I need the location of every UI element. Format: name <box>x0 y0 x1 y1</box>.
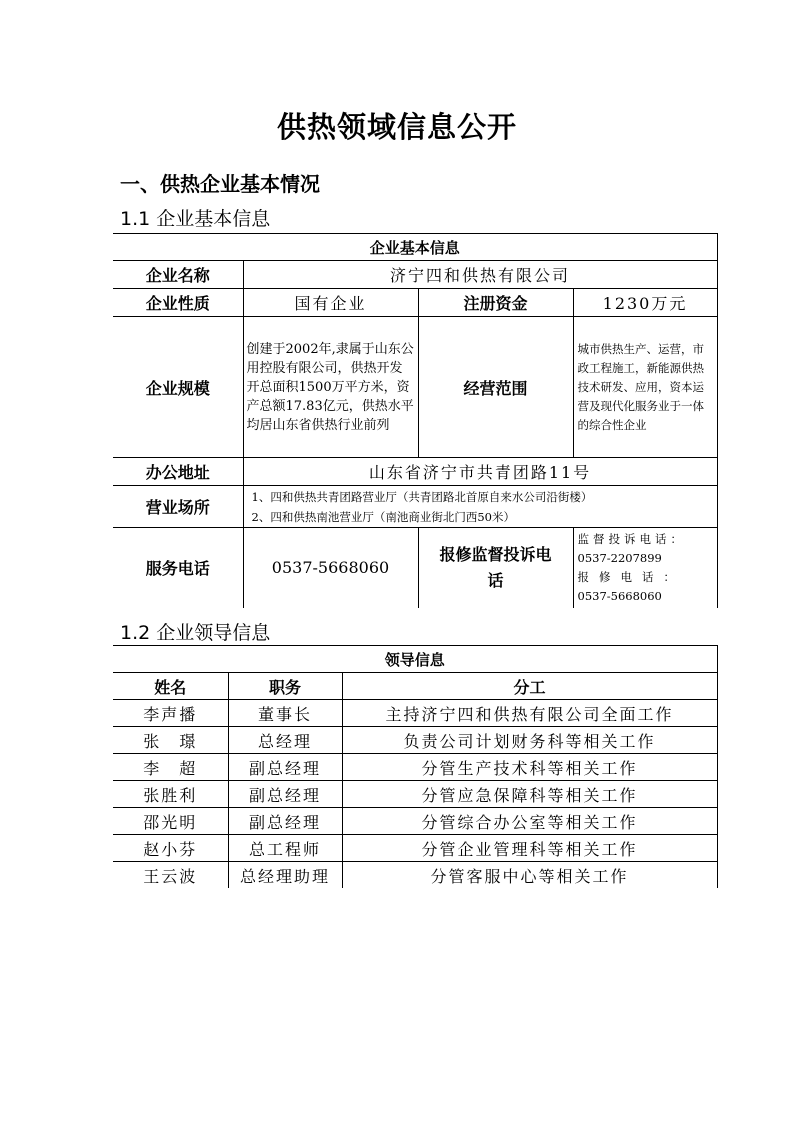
table-row <box>113 862 717 889</box>
registered-capital-value: 1230万元 <box>573 289 717 317</box>
leader-title: 总工程师 <box>228 835 342 862</box>
table-header: 企业基本信息 <box>113 234 717 261</box>
table-row <box>113 781 717 808</box>
subsection-heading-basic: 1.1 企业基本信息 <box>120 208 271 230</box>
leader-title: 总经理 <box>228 727 342 754</box>
leader-title: 副总经理 <box>228 754 342 781</box>
company-scale-label: 企业规模 <box>113 317 243 458</box>
table-row <box>113 808 717 835</box>
venue-item: 1、四和供热共青团路营业厅（共青团路北首原自来水公司沿街楼） <box>251 489 593 504</box>
section-heading: 一、供热企业基本情况 <box>120 172 320 196</box>
leader-duty: 分管应急保障科等相关工作 <box>342 781 717 808</box>
leader-name: 张胜利 <box>113 781 228 808</box>
office-address-value: 山东省济宁市共青团路11号 <box>243 458 717 486</box>
business-scope-value: 城市供热生产、运营，市政工程施工，新能源供热技术研发、应用，资本运营及现代化服务业于一体的综合性企业 <box>573 317 717 458</box>
leader-name: 张 璟 <box>113 727 228 754</box>
table-row <box>113 700 717 727</box>
complaint-phone-value: 0537-2207899 <box>577 550 662 565</box>
leader-name: 赵小芬 <box>113 835 228 862</box>
service-phone-label: 服务电话 <box>113 528 243 608</box>
leader-duty: 分管综合办公室等相关工作 <box>342 808 717 835</box>
business-scope-label: 经营范围 <box>418 317 573 458</box>
business-venue-list <box>243 486 717 528</box>
subsection-heading-leaders: 1.2 企业领导信息 <box>120 622 271 644</box>
leader-duty: 分管企业管理科等相关工作 <box>342 835 717 862</box>
leader-duty: 分管客服中心等相关工作 <box>342 862 717 889</box>
leader-name: 李声播 <box>113 700 228 727</box>
registered-capital-label: 注册资金 <box>418 289 573 317</box>
leader-duty: 负责公司计划财务科等相关工作 <box>342 727 717 754</box>
basic-info-table <box>113 233 718 608</box>
company-nature-label: 企业性质 <box>113 289 243 317</box>
company-nature-value: 国有企业 <box>243 289 418 317</box>
leader-duty: 主持济宁四和供热有限公司全面工作 <box>342 700 717 727</box>
repair-phone-value: 0537-5668060 <box>577 588 662 603</box>
repair-complaint-label: 报修监督投诉电话 <box>418 528 573 608</box>
complaint-phone-label: 监督投诉电话： <box>577 531 686 546</box>
business-venue-label: 营业场所 <box>113 486 243 528</box>
company-scale-value: 创建于2002年,隶属于山东公用控股有限公司，供热开发开总面积1500万平方米，资产总额17.83亿元，供热水平均居山东省供热行业前列 <box>243 317 418 458</box>
table-row <box>113 835 717 862</box>
repair-complaint-phones <box>573 528 717 608</box>
service-phone-value: 0537-5668060 <box>243 528 418 608</box>
leader-title: 副总经理 <box>228 781 342 808</box>
leader-duty: 分管生产技术科等相关工作 <box>342 754 717 781</box>
venue-item: 2、四和供热南池营业厅（南池商业街北门西50米） <box>251 509 515 524</box>
column-header-title: 职务 <box>228 673 342 700</box>
column-header-name: 姓名 <box>113 673 228 700</box>
table-row <box>113 727 717 754</box>
column-header-duty: 分工 <box>342 673 717 700</box>
office-address-label: 办公地址 <box>113 458 243 486</box>
repair-phone-label: 报修电话： <box>577 569 685 584</box>
company-name-value: 济宁四和供热有限公司 <box>243 261 717 289</box>
leader-name: 李 超 <box>113 754 228 781</box>
company-name-label: 企业名称 <box>113 261 243 289</box>
leaders-table <box>113 645 718 888</box>
leader-title: 董事长 <box>228 700 342 727</box>
table-header: 领导信息 <box>113 646 717 673</box>
leader-name: 王云波 <box>113 862 228 889</box>
leader-title: 总经理助理 <box>228 862 342 889</box>
leader-title: 副总经理 <box>228 808 342 835</box>
table-row <box>113 754 717 781</box>
leader-name: 邵光明 <box>113 808 228 835</box>
page-title: 供热领域信息公开 <box>276 110 517 144</box>
